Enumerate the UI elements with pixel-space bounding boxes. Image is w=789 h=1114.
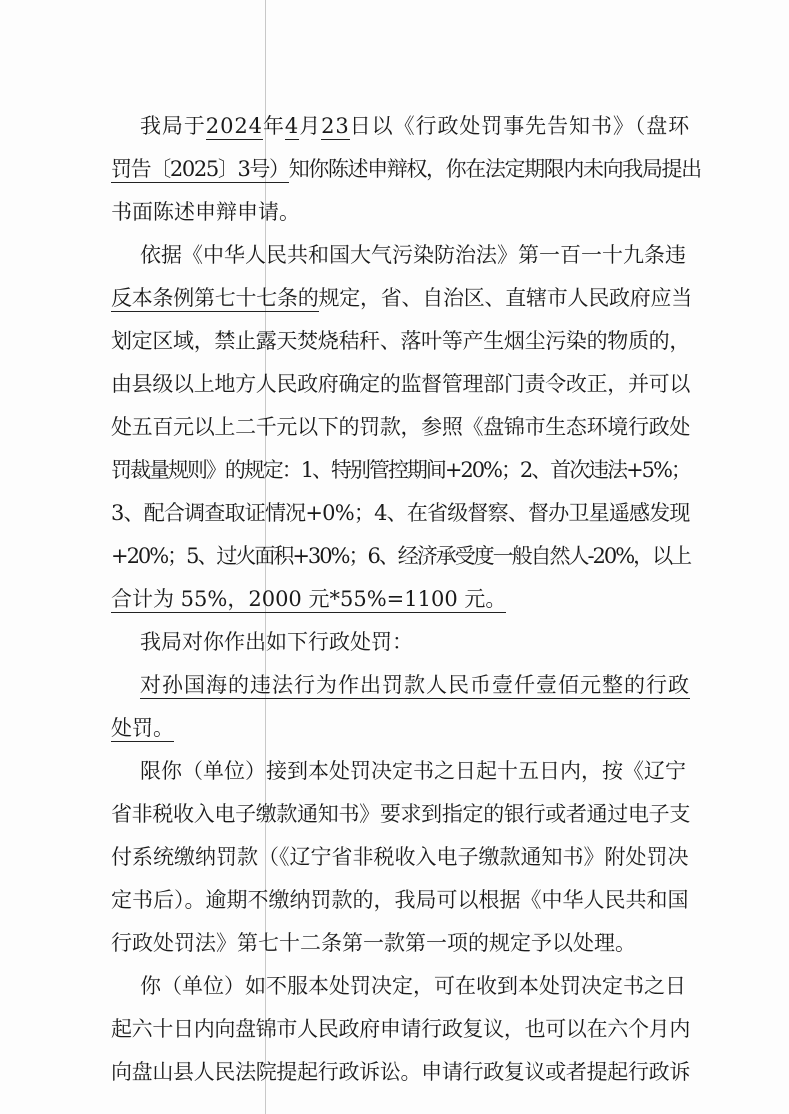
paragraph-1-line-3: 书面陈述申辩申请。	[111, 200, 300, 224]
paragraph-5-line-1: 限你（单位）接到本处罚决定书之日起十五日内，按《辽宁	[140, 759, 686, 783]
text-run: 依据《中华人民共和国大气污染防治法》第一百一十九条违	[140, 243, 686, 267]
paragraph-2-line-5: 处五百元以上二千元以下的罚款，参照《盘锦市生态环境行政处	[111, 415, 690, 439]
paragraph-5-line-4: 定书后）。逾期不缴纳罚款的，我局可以根据《中华人民共和国	[111, 888, 689, 912]
text-run: 日以《行政处罚事先告知书》（盘环	[349, 114, 691, 138]
paragraph-6-line-1: 你（单位）如不服本处罚决定，可在收到本处罚决定书之日	[140, 974, 686, 998]
paragraph-2-line-9	[111, 584, 506, 614]
paragraph-5-line-5: 行政处罚法》第七十二条第一款第一项的规定予以处理。	[111, 931, 636, 955]
text-run: 年	[262, 114, 285, 138]
paragraph-2-line-8: +20%；5、过火面积+30%；6、经济承受度一般自然人-20%，以上	[111, 544, 691, 568]
text-run: 知你陈述申辩权，你在法定期限内未向我局提出	[288, 157, 701, 181]
day-field: 23	[321, 114, 350, 138]
text-run: 合计为 55%，2000 元*55%=1100 元。	[111, 587, 507, 611]
paragraph-3-line-1: 我局对你作出如下行政处罚：	[140, 630, 413, 654]
paragraph-6-line-3: 向盘山县人民法院提起行政诉讼。申请行政复议或者提起行政诉	[111, 1060, 690, 1084]
text-run: 我局于	[140, 114, 206, 138]
year-field: 2024	[205, 114, 263, 138]
notice-number: 罚告〔2025〕3号）	[111, 157, 289, 181]
paragraph-5-line-3: 付系统缴纳罚款（《辽宁省非税收入电子缴款通知书》附处罚决	[111, 845, 689, 869]
paragraph-4-line-1	[140, 670, 690, 700]
paragraph-2-line-6: 罚裁量规则》的规定：1、特别管控期间+20%；2、首次违法+5%；	[111, 458, 690, 482]
text-run: 反本条例第七十七条的	[111, 286, 319, 310]
paragraph-2-line-3: 划定区域，禁止露天焚烧秸秆、落叶等产生烟尘污染的物质的，	[111, 329, 690, 353]
paragraph-2-line-7: 3、配合调查取证情况+0%；4、在省级督察、督办卫星遥感发现	[111, 501, 690, 525]
paragraph-2-line-4: 由县级以上地方人民政府确定的监督管理部门责令改正，并可以	[111, 372, 690, 396]
paragraph-2-line-1	[140, 240, 686, 270]
paragraph-5-line-2: 省非税收入电子缴款通知书》要求到指定的银行或者通过电子支	[111, 802, 690, 826]
paragraph-2-line-2	[111, 283, 692, 313]
paragraph-6-line-2: 起六十日内向盘锦市人民政府申请行政复议，也可以在六个月内	[111, 1017, 690, 1041]
paragraph-4-line-2	[111, 713, 174, 743]
text-run: 月	[299, 114, 322, 138]
penalty-text: 处罚。	[111, 716, 174, 740]
paragraph-1-line-2	[111, 154, 701, 184]
paragraph-1-line-1	[140, 111, 690, 141]
month-field: 4	[284, 114, 300, 138]
text-run: 规定，省、自治区、直辖市人民政府应当	[318, 286, 692, 310]
penalty-text: 对孙国海的违法行为作出罚款人民币壹仟壹佰元整的行政	[140, 673, 690, 697]
